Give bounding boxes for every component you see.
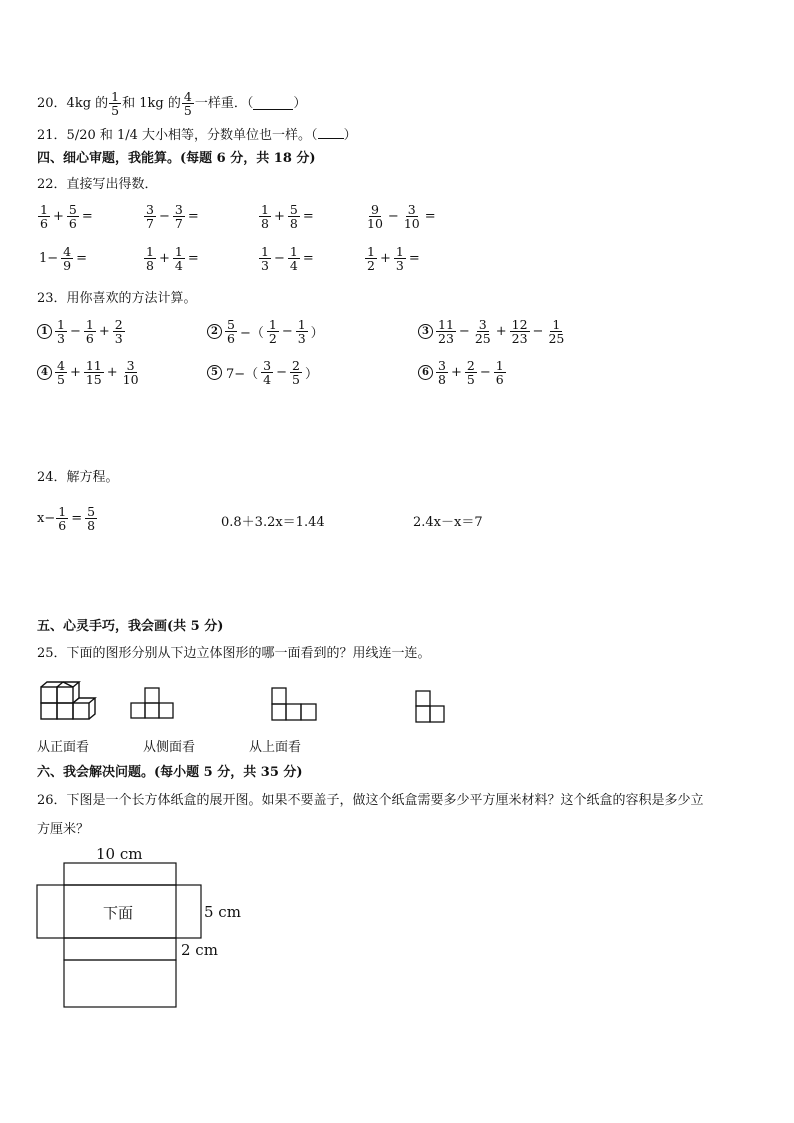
label-side-view: 从侧面看: [143, 740, 196, 755]
denominator: 9: [63, 258, 72, 273]
operator: +: [69, 365, 81, 380]
circled-number: 6: [418, 365, 433, 380]
operator: =: [187, 251, 199, 266]
view-side-grid: [272, 688, 316, 720]
eq1-fraction-2: $\frac{5}{8}$: [87, 504, 96, 533]
denominator: 8: [289, 216, 298, 231]
q22-item: [37, 203, 95, 230]
numerator: 3: [478, 317, 487, 332]
q22-item: [258, 203, 316, 230]
circled-number: 1: [37, 324, 52, 339]
eq1-fraction-1: $\frac{1}{6}$: [58, 504, 67, 533]
numerator: 11: [438, 317, 454, 332]
numerator: 1: [552, 317, 561, 332]
eq1-equals: =: [71, 511, 83, 526]
label-width: 5 cm: [204, 903, 241, 921]
view-front-grid: [131, 688, 173, 718]
denominator: 25: [548, 331, 565, 346]
operator: +: [158, 251, 170, 266]
fraction: [365, 245, 377, 272]
denominator: 25: [474, 331, 491, 346]
q24-equation-3: 2.4x－x＝7: [413, 515, 483, 530]
q21-answer-blank[interactable]: [318, 126, 344, 139]
fraction: [113, 318, 125, 345]
denominator: 4: [174, 258, 183, 273]
fraction: [436, 359, 448, 386]
fraction: [402, 203, 422, 230]
denominator: 2: [367, 258, 375, 273]
question-21: [37, 126, 357, 144]
q20-text-c: 一样重．（: [194, 95, 254, 111]
fraction: [296, 318, 308, 345]
fraction: [121, 359, 141, 386]
fraction: [465, 359, 477, 386]
operator: +: [379, 251, 391, 266]
operator: −（: [239, 326, 264, 341]
numerator: 5: [68, 202, 77, 217]
operator: ）: [310, 326, 324, 341]
denominator: 6: [40, 216, 48, 231]
denominator: 7: [146, 216, 154, 231]
q21-text: 21．5/20 和 1/4 大小相等，分数单位也一样。（: [37, 128, 318, 143]
numerator: 1: [85, 317, 94, 332]
fraction: [55, 318, 67, 345]
question-23-title: 23．用你喜欢的方法计算。: [37, 291, 197, 306]
numerator: 2: [466, 358, 475, 373]
denominator: 3: [261, 258, 269, 273]
operator: =: [187, 209, 199, 224]
label-bottom-face: 下面: [103, 904, 134, 922]
fraction: [394, 245, 406, 272]
question-26-line-1: 26．下图是一个长方体纸盒的展开图。如果不要盖子，做这个纸盒需要多少平方厘米材料？这个纸盒的容积是多少立: [37, 793, 704, 808]
numerator: 1: [395, 244, 404, 259]
numerator: 1: [174, 244, 183, 259]
denominator: 3: [57, 331, 65, 346]
label-height: 2 cm: [181, 941, 218, 959]
denominator: 8: [146, 258, 154, 273]
denominator: 5: [57, 372, 65, 387]
numerator: 11: [85, 358, 102, 373]
operator: −: [158, 209, 170, 224]
operator: +: [450, 365, 462, 380]
section-6-heading: 六、我会解决问题。(每小题 5 分，共 35 分): [37, 765, 303, 780]
fraction: [55, 359, 67, 386]
numerator: 2: [292, 358, 300, 373]
numerator: 1: [289, 244, 298, 259]
fraction: [144, 245, 156, 272]
q20-number: 20．: [37, 95, 67, 111]
denominator: 4: [289, 258, 298, 273]
fraction: [267, 318, 279, 345]
operator: −: [276, 365, 288, 380]
operator: −: [479, 365, 491, 380]
q23-item: [418, 318, 567, 345]
numerator: 12: [511, 317, 528, 332]
circled-number: 2: [207, 324, 222, 339]
fraction: [144, 203, 156, 230]
q24-equation-1: [37, 505, 98, 532]
section-4-heading: 四、细心审题，我能算。(每题 6 分，共 18 分): [37, 151, 316, 166]
denominator: 6: [85, 331, 94, 346]
label-length: 10 cm: [96, 845, 143, 863]
question-22-title: 22．直接写出得数．: [37, 177, 158, 192]
operator: −: [69, 324, 81, 339]
fraction: [261, 359, 273, 386]
solid-figure: [41, 682, 95, 719]
denominator: 23: [511, 331, 528, 346]
operator: =: [76, 251, 88, 266]
denominator: 5: [292, 372, 300, 387]
operator: =: [408, 251, 420, 266]
operator: +: [52, 209, 64, 224]
net-back-face: [64, 938, 176, 960]
operator: =: [302, 251, 314, 266]
numerator: 4: [63, 244, 72, 259]
denominator: 3: [395, 258, 404, 273]
q22-item: [364, 245, 422, 272]
denominator: 8: [261, 216, 269, 231]
label-front-view: 从正面看: [37, 740, 90, 755]
denominator: 8: [438, 372, 446, 387]
numerator: 4: [57, 358, 65, 373]
q21-end: ）: [343, 128, 357, 143]
operator: ）: [304, 367, 318, 382]
numerator: 1: [261, 244, 269, 259]
q20-fraction-2: $\frac{4}{5}$: [183, 89, 192, 118]
circled-number: 3: [418, 324, 433, 339]
operator: +: [273, 209, 285, 224]
question-25-title: 25．下面的图形分别从下边立体图形的哪一面看到的？用线连一连。: [37, 646, 431, 661]
numerator: 1: [367, 244, 375, 259]
operator: −: [532, 324, 544, 339]
denominator: 3: [297, 331, 306, 346]
denominator: 10: [403, 216, 420, 231]
fraction: [67, 203, 79, 230]
fraction: [436, 318, 456, 345]
fraction: [546, 318, 566, 345]
operator: −: [273, 251, 285, 266]
fraction: [288, 245, 300, 272]
question-24-title: 24．解方程。: [37, 470, 119, 485]
denominator: 23: [438, 331, 454, 346]
q22-item: [364, 203, 438, 230]
net-top-face: [64, 960, 176, 1007]
operator: −: [281, 324, 293, 339]
fraction: [473, 318, 493, 345]
numerator: 9: [370, 202, 379, 217]
numerator: 3: [146, 202, 154, 217]
fraction: [173, 245, 185, 272]
fraction: [259, 245, 271, 272]
operator: −: [458, 324, 470, 339]
numerator: 5: [289, 202, 298, 217]
numerator: 3: [174, 202, 183, 217]
q22-item: [143, 245, 201, 272]
operator: =: [302, 209, 314, 224]
circled-number: 5: [207, 365, 222, 380]
section-5-heading: 五、心灵手巧，我会画(共 5 分): [37, 619, 224, 634]
fraction: [173, 203, 185, 230]
fraction: [365, 203, 385, 230]
numerator: 1: [146, 244, 154, 259]
numerator: 1: [57, 317, 65, 332]
numerator: 3: [126, 358, 135, 373]
operator: +: [106, 365, 118, 380]
fraction: [84, 318, 96, 345]
numerator: 1: [261, 202, 269, 217]
denominator: 6: [227, 331, 235, 346]
operator: 7−（: [226, 367, 259, 382]
q22-item: [37, 245, 89, 272]
denominator: 10: [122, 372, 139, 387]
operator: =: [81, 209, 93, 224]
numerator: 3: [407, 202, 416, 217]
operator: 1−: [39, 251, 59, 266]
q20-fraction-1: $\frac{1}{5}$: [111, 89, 120, 118]
fraction: [290, 359, 302, 386]
fraction: [494, 359, 506, 386]
numerator: 2: [114, 317, 123, 332]
q23-item: [207, 318, 326, 345]
q24-equation-2: 0.8＋3.2x＝1.44: [221, 515, 325, 530]
numerator: 3: [438, 358, 446, 373]
fraction: [259, 203, 271, 230]
q22-item: [258, 245, 316, 272]
q25-figures: [0, 676, 794, 736]
net-front-face: [64, 863, 176, 885]
box-net-diagram: [30, 843, 290, 1013]
numerator: 1: [495, 358, 504, 373]
fraction: [38, 203, 50, 230]
q23-item: [418, 359, 507, 386]
denominator: 6: [495, 372, 504, 387]
denominator: 15: [85, 372, 102, 387]
operator: =: [424, 209, 436, 224]
numerator: 3: [263, 358, 272, 373]
fraction: [84, 359, 104, 386]
denominator: 10: [367, 216, 383, 231]
label-top-view: 从上面看: [249, 740, 302, 755]
denominator: 5: [466, 372, 475, 387]
denominator: 7: [174, 216, 183, 231]
numerator: 1: [40, 202, 48, 217]
q23-item: [37, 359, 142, 386]
numerator: 5: [227, 317, 235, 332]
numerator: 1: [268, 317, 277, 332]
denominator: 3: [114, 331, 123, 346]
denominator: 2: [268, 331, 277, 346]
q22-item: [143, 203, 201, 230]
q20-text-b: 和 1kg 的: [122, 95, 181, 111]
denominator: 4: [263, 372, 272, 387]
view-top-grid: [416, 691, 444, 722]
eq1-left: x−: [37, 511, 56, 526]
question-20: [37, 90, 306, 117]
q23-item: [37, 318, 126, 345]
q23-item: [207, 359, 320, 386]
q20-text-a: 4kg 的: [66, 95, 109, 111]
operator: +: [495, 324, 507, 339]
fraction: [225, 318, 237, 345]
operator: +: [98, 324, 110, 339]
fraction: [510, 318, 530, 345]
q20-answer-blank[interactable]: [253, 97, 293, 110]
circled-number: 4: [37, 365, 52, 380]
numerator: 1: [297, 317, 306, 332]
fraction: [288, 203, 300, 230]
fraction: [61, 245, 73, 272]
q20-end: ）: [293, 95, 307, 111]
operator: −: [387, 209, 399, 224]
question-26-line-2: 方厘米？: [37, 822, 90, 837]
denominator: 6: [68, 216, 77, 231]
